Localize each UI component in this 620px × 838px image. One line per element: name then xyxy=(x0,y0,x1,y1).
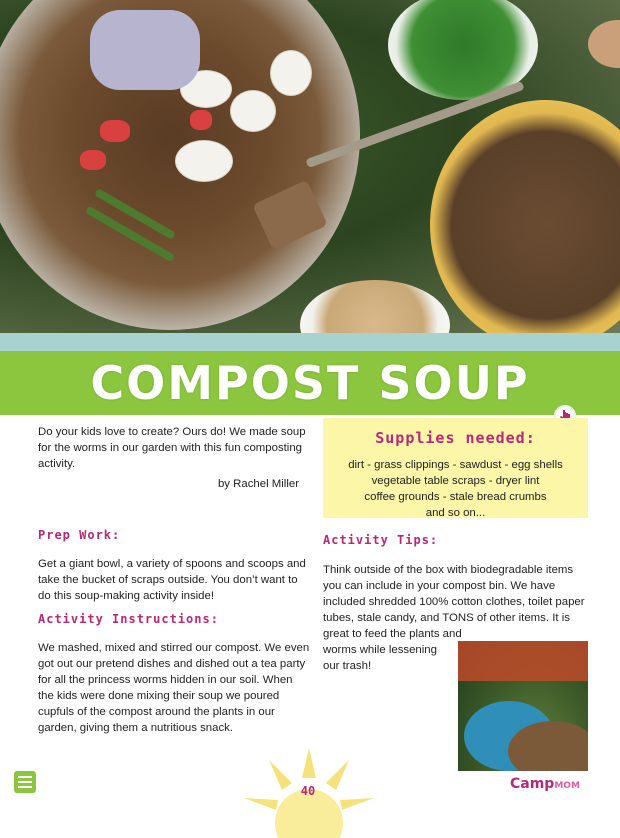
prep-text: Get a giant bowl, a variety of spoons and scoops and take the bucket of scraps outside. You don’t want to do this soup-making activity inside! xyxy=(38,558,306,602)
supplies-box xyxy=(323,418,588,518)
supplies-heading: Supplies needed: xyxy=(375,429,536,447)
supplies-line: dirt - grass clippings - sawdust - egg shells xyxy=(348,459,563,471)
hero-photo xyxy=(0,0,620,333)
compost-activity-photo xyxy=(458,641,588,771)
tips-text-continued: worms while lessening our trash! xyxy=(323,644,437,672)
supplies-line: coffee grounds - stale bread crumbs xyxy=(364,491,547,503)
supplies-line: and so on... xyxy=(425,507,486,519)
intro-text: Do your kids love to create? Ours do! We made soup for the worms in our garden with this fun composting activity. xyxy=(38,426,306,470)
supplies-line: vegetable table scraps - dryer lint xyxy=(371,475,540,487)
activity-heading: Activity Instructions: xyxy=(38,612,219,626)
title-band-top xyxy=(0,333,620,351)
brand-logo xyxy=(510,776,580,792)
sawdust-bowl xyxy=(300,280,450,333)
soil-bowl xyxy=(430,100,620,333)
compost-bowl xyxy=(0,0,360,330)
cup xyxy=(588,20,620,68)
prep-heading: Prep Work: xyxy=(38,528,121,542)
tips-heading: Activity Tips: xyxy=(323,533,439,547)
brand-main: Camp xyxy=(510,776,555,792)
brand-sub: MOM xyxy=(554,781,580,791)
byline: by Rachel Miller xyxy=(217,478,299,490)
page-title: COMPOST SOUP xyxy=(90,356,530,410)
list-menu-icon[interactable] xyxy=(14,771,36,793)
tips-text: Think outside of the box with biodegradable items you can include in your compost bin. We have included shredded 100% cotton clothes, toilet paper tubes, stale candy, and TONS of other items. It is great to feed the plants and xyxy=(323,564,585,640)
page-number: 40 xyxy=(300,784,316,798)
supplies-list xyxy=(323,457,588,521)
activity-text: We mashed, mixed and stirred our compost. We even got out our pretend dishes and dished out a tea party for all the princess worms hidden in our soil. When the kids were done mixing their soup we poured cupfuls of the compost around the plants in our garden, giving them a nutritious snack. xyxy=(38,642,310,734)
